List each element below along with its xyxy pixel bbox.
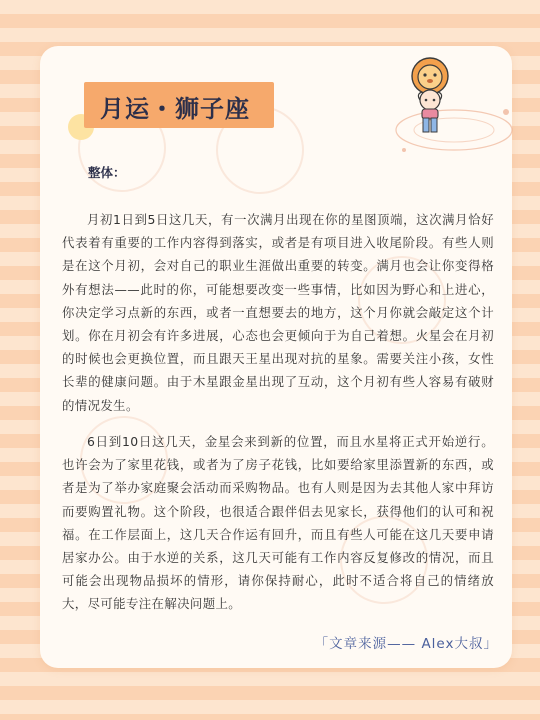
section-label: 整体： xyxy=(88,165,126,180)
paragraph-1: 月初1日到5日这几天，有一次满月出现在你的星图顶端，这次满月恰好代表着有重要的工作内容得到落实，或者是有项目进入收尾阶段。有些人则是在这个月初，会对自己的职业生涯做出重要的转变。满月也会让你变得格外有想法——此时的你，可能想要改变一些事情，比如因为野心和上进心，你决定学习点新的东西，或者一直想要去的地方，这个月你就会敲定这个计划。你在月初会有许多进展，心态也会更倾向于为自己着想。火星会在月初的时候也会更换位置，而且跟天王星出现对抗的星象。需要关注小孩，女性长辈的健康问题。由于木星跟金星出现了互动，这个月初有些人容易有破财的情况发生。 xyxy=(62,212,494,413)
page-title: 月运・狮子座 xyxy=(100,95,250,123)
lion-mascot-icon xyxy=(400,56,460,134)
paragraph-2: 6日到10日这几天，金星会来到新的位置，而且水星将正式开始逆行。也许会为了家里花钱，或者为了房子花钱，比如要给家里添置新的东西，或者是为了举办家庭聚会活动而采购物品。也有人则是因为去其他人家中拜访而要购置礼物。这个阶段，也很适合跟伴侣去见家长，获得他们的认可和祝福。在工作层面上，这几天合作运有回升，而且有些人可能在这几天要申请居家办公。由于水逆的关系，这几天可能有工作内容反复修改的情况，而且可能会出现物品损坏的情形，请你保持耐心，此时不适合将自己的情绪放大，尽可能专注在解决问题上。 xyxy=(62,434,494,612)
source-credit: 「文章来源—— Alex大叔」 xyxy=(314,636,498,652)
